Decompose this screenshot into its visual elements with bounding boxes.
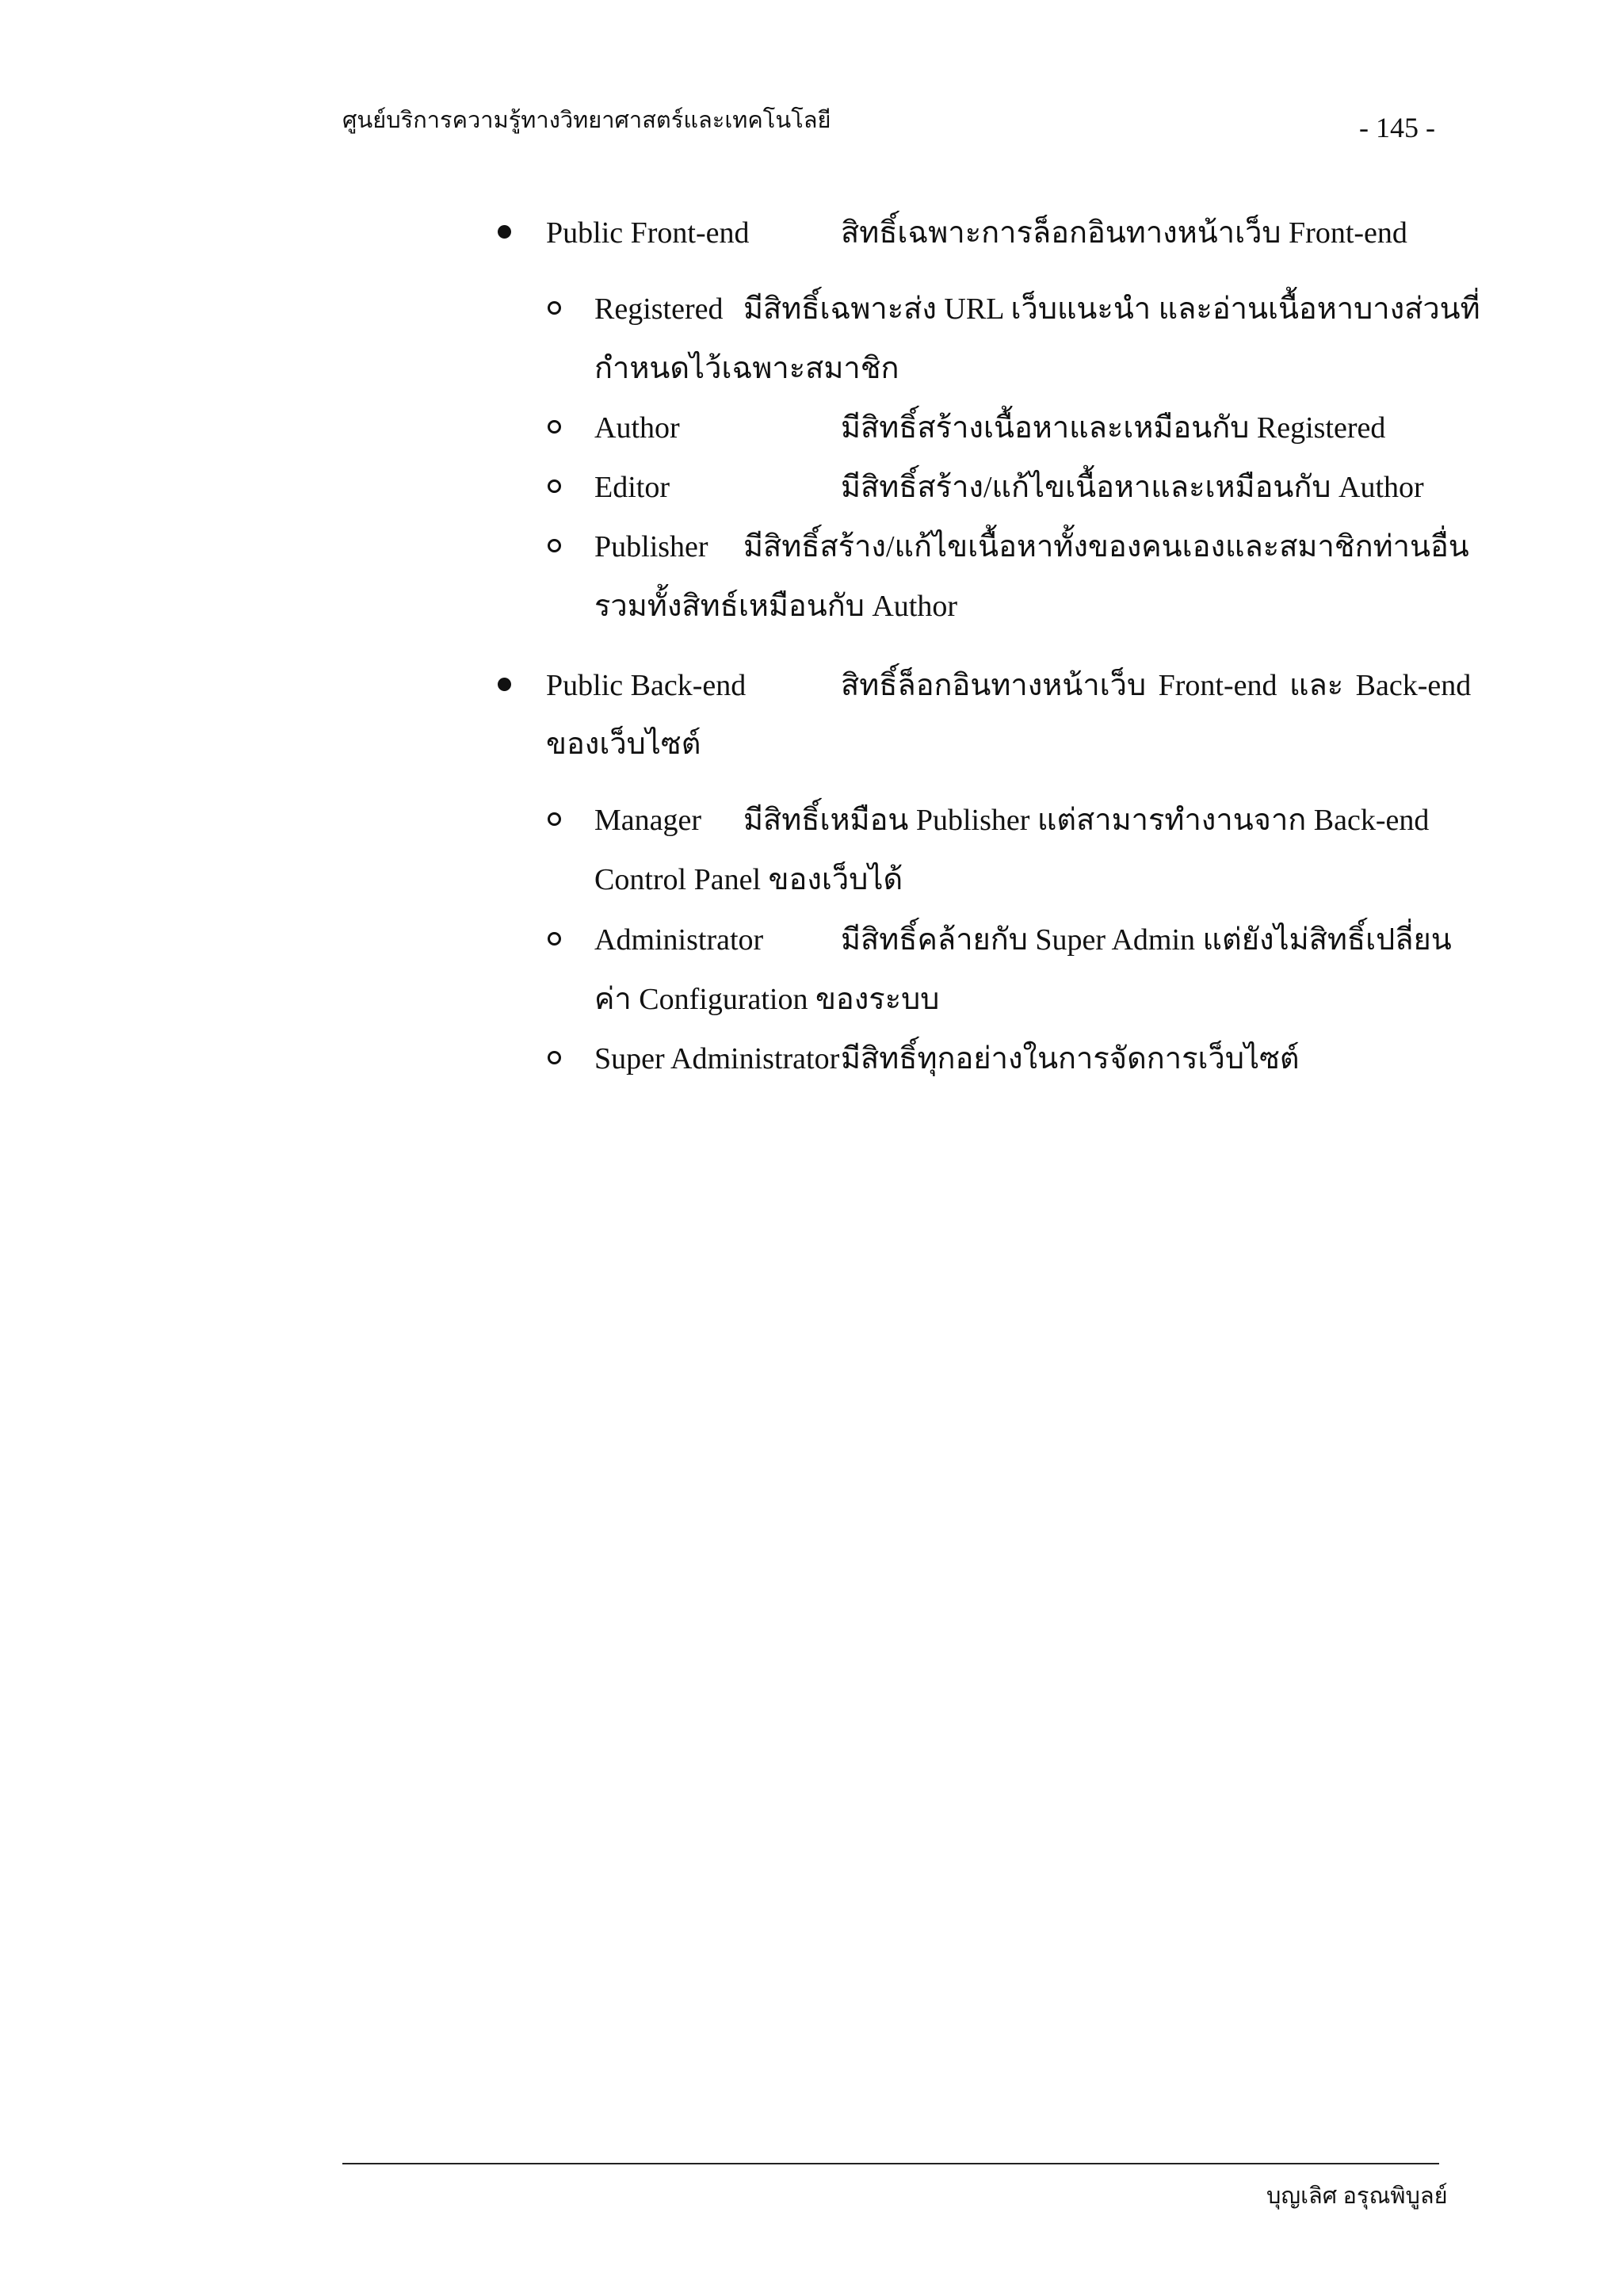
role-description: มีสิทธิ์สร้างเนื้อหาและเหมือนกับ Registered (841, 411, 1386, 445)
bullet-circle-icon (548, 539, 561, 552)
role-term: Author (594, 411, 680, 445)
role-description: มีสิทธิ์สร้าง/แก้ไขเนื้อหาและเหมือนกับ Author (841, 471, 1424, 504)
role-description: มีสิทธิ์สร้าง/แก้ไขเนื้อหาทั้งของคนเองและสมาชิกท่านอื่น (743, 530, 1469, 563)
role-description: มีสิทธิ์เหมือน Publisher แต่สามารทำงานจาก Back-end (743, 804, 1430, 837)
bullet-dot-icon (498, 225, 511, 239)
role-term: Publisher (594, 530, 708, 563)
footer-divider (342, 2163, 1439, 2164)
role-term: Manager (594, 804, 702, 837)
role-description-continued: ของเว็บไซต์ (546, 728, 701, 761)
bullet-dot-icon (498, 678, 511, 691)
role-description-continued: ค่า Configuration ของระบบ (594, 983, 940, 1016)
bullet-circle-icon (548, 1051, 561, 1064)
role-description: มีสิทธิ์เฉพาะส่ง URL เว็บแนะนำ และอ่านเนื้อหาบางส่วนที่ (743, 292, 1480, 326)
role-description: มีสิทธิ์คล้ายกับ Super Admin แต่ยังไม่สิทธิ์เปลี่ยน (841, 923, 1452, 957)
bullet-circle-icon (548, 812, 561, 826)
role-description-continued: กำหนดไว้เฉพาะสมาชิก (594, 352, 899, 385)
role-description-continued: รวมทั้งสิทธ์เหมือนกับ Author (594, 590, 958, 623)
role-term: Super Administrator (594, 1042, 840, 1075)
role-term: Public Back-end (546, 669, 747, 702)
page-number: - 145 - (1359, 112, 1435, 143)
role-description-continued: Control Panel ของเว็บได้ (594, 863, 903, 896)
bullet-circle-icon (548, 420, 561, 434)
bullet-circle-icon (548, 932, 561, 946)
role-term: Public Front-end (546, 216, 750, 250)
role-term: Administrator (594, 923, 764, 957)
role-term: Editor (594, 471, 670, 504)
role-description: มีสิทธิ์ทุกอย่างในการจัดการเว็บไซต์ (841, 1042, 1300, 1075)
role-term: Registered (594, 292, 724, 326)
bullet-circle-icon (548, 479, 561, 493)
running-header: ศูนย์บริการความรู้ทางวิทยาศาสตร์และเทคโนโลยี (342, 108, 831, 133)
footer-author: บุญเลิศ อรุณพิบูลย์ (1266, 2183, 1448, 2209)
role-description: สิทธิ์ล็อกอินทางหน้าเว็บ Front-end และ Back-end (841, 669, 1472, 702)
role-description: สิทธิ์เฉพาะการล็อกอินทางหน้าเว็บ Front-end (841, 216, 1407, 250)
bullet-circle-icon (548, 301, 561, 315)
